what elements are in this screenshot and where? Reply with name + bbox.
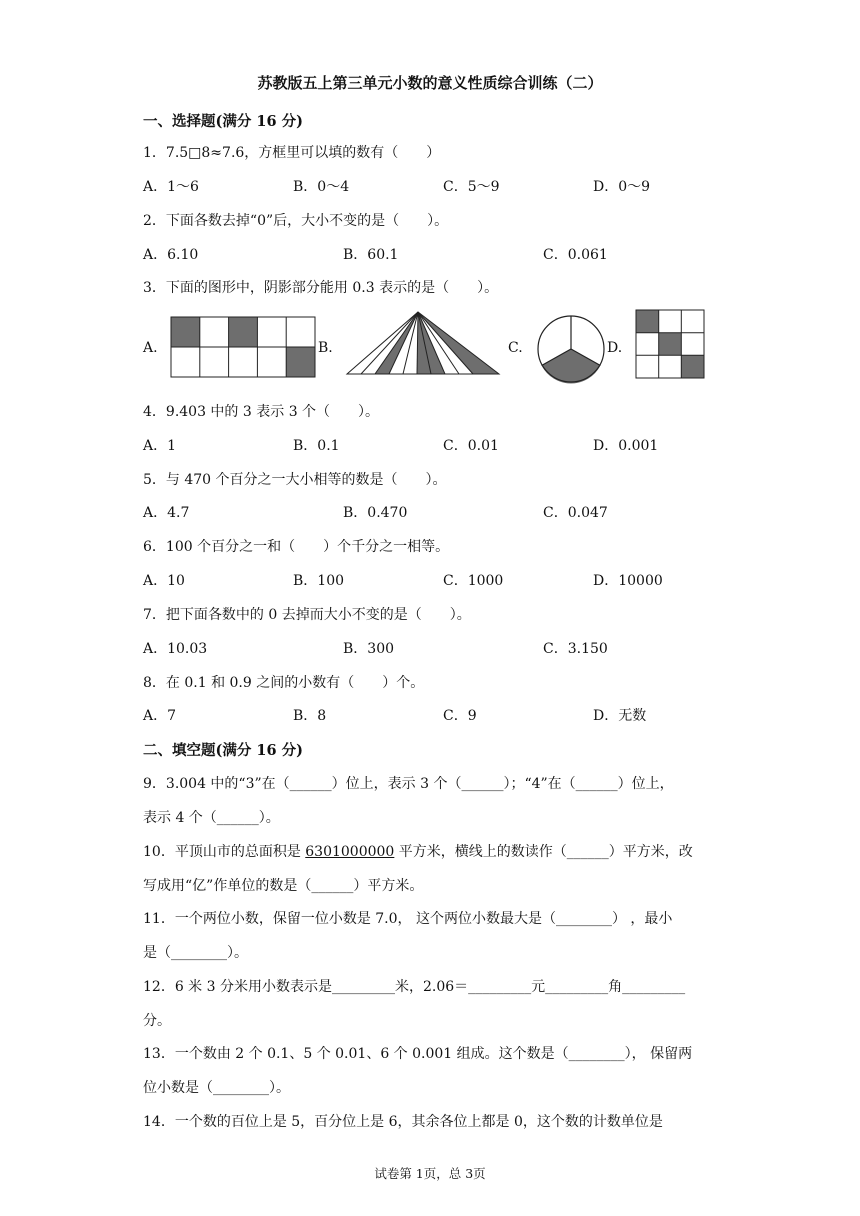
question-5: 5．与 470 个百分之一大小相等的数是（ ）。	[143, 472, 447, 488]
question-4: 4．9.403 中的 3 表示 3 个（ ）。	[143, 404, 380, 420]
q8-option-c: C．9	[443, 708, 477, 724]
q4-option-a: A．1	[143, 438, 177, 454]
q3-option-a: A.	[143, 340, 158, 356]
question-6: 6．100 个百分之一和（ ）个千分之一相等。	[143, 539, 450, 555]
question-12-line-2: 分。	[143, 1013, 171, 1029]
question-11-line-1: 11．一个两位小数，保留一位小数是 7.0， 这个两位小数最大是（________） ，最小	[143, 911, 673, 927]
q7-option-c: C．3.150	[543, 641, 608, 657]
q1-option-b: B．0～4	[293, 179, 350, 195]
q6-option-a: A．10	[143, 573, 185, 589]
q6-option-c: C．1000	[443, 573, 504, 589]
q1-option-c: C．5～9	[443, 179, 500, 195]
question-2: 2．下面各数去掉“0”后，大小不变的是（ ）。	[143, 213, 449, 229]
question-12-line-1: 12．6 米 3 分米用小数表示是_________米，2.06＝_________元_________角_________	[143, 979, 686, 995]
q3-figure-b-triangle	[345, 310, 501, 376]
question-13-line-1: 13．一个数由 2 个 0.1、5 个 0.01、6 个 0.001 组成。这个数是（________）， 保留两	[143, 1046, 693, 1062]
q6-option-b: B．100	[293, 573, 345, 589]
question-3: 3．下面的图形中，阴影部分能用 0.3 表示的是（ ）。	[143, 280, 499, 296]
q8-option-b: B．8	[293, 708, 327, 724]
q4-option-c: C．0.01	[443, 438, 499, 454]
page-footer: 试卷第 1页，总 3页	[374, 1166, 486, 1181]
q4-option-b: B．0.1	[293, 438, 340, 454]
q1-option-a: A．1～6	[143, 179, 199, 195]
q6-option-d: D．10000	[593, 573, 663, 589]
question-11-line-2: 是（________）。	[143, 945, 248, 961]
question-7: 7．把下面各数中的 0 去掉而大小不变的是（ ）。	[143, 607, 471, 623]
q2-option-b: B．60.1	[343, 247, 399, 263]
q8-option-d: D．无数	[593, 708, 647, 724]
q4-option-d: D．0.001	[593, 438, 659, 454]
q5-option-c: C．0.047	[543, 505, 608, 521]
question-1: 1．7.5□8≈7.6，方框里可以填的数有（ ）	[143, 145, 441, 161]
question-10-line-2: 写成用“亿”作单位的数是（______）平方米。	[143, 878, 424, 894]
q7-option-a: A．10.03	[143, 641, 208, 657]
q3-option-b: B.	[318, 340, 333, 356]
q7-option-b: B．300	[343, 641, 395, 657]
q1-option-d: D．0～9	[593, 179, 651, 195]
q5-option-a: A．4.7	[143, 505, 190, 521]
question-10-line-1	[143, 841, 693, 861]
q2-option-c: C．0.061	[543, 247, 608, 263]
q10-text-pre: 10．平顶山市的总面积是	[143, 844, 306, 860]
question-9-line-2: 表示 4 个（______）。	[143, 810, 280, 826]
q3-figure-a-grid	[170, 316, 316, 378]
section-fill-heading: 二、填空题(满分 16 分)	[143, 742, 303, 759]
question-14-line-1: 14．一个数的百位上是 5，百分位上是 6，其余各位上都是 0，这个数的计数单位是	[143, 1114, 663, 1130]
question-9-line-1: 9．3.004 中的“3”在（______）位上，表示 3 个（______）；“4”在（______）位上，	[143, 776, 674, 792]
question-13-line-2: 位小数是（________）。	[143, 1080, 290, 1096]
q3-figure-c-circle	[536, 314, 606, 384]
q3-option-c: C.	[508, 340, 523, 356]
q5-option-b: B．0.470	[343, 505, 408, 521]
q8-option-a: A．7	[143, 708, 177, 724]
section-choice-heading: 一、选择题(满分 16 分)	[143, 113, 303, 130]
q10-text-post: 平方米，横线上的数读作（______）平方米，改	[394, 844, 693, 860]
q10-underlined-number: 6301000000	[305, 844, 395, 860]
page-title: 苏教版五上第三单元小数的意义性质综合训练（二）	[257, 74, 603, 92]
q2-option-a: A．6.10	[143, 247, 199, 263]
question-8: 8．在 0.1 和 0.9 之间的小数有（ ）个。	[143, 675, 425, 691]
q3-figure-d-grid	[635, 309, 705, 379]
q3-option-d: D.	[607, 340, 623, 356]
